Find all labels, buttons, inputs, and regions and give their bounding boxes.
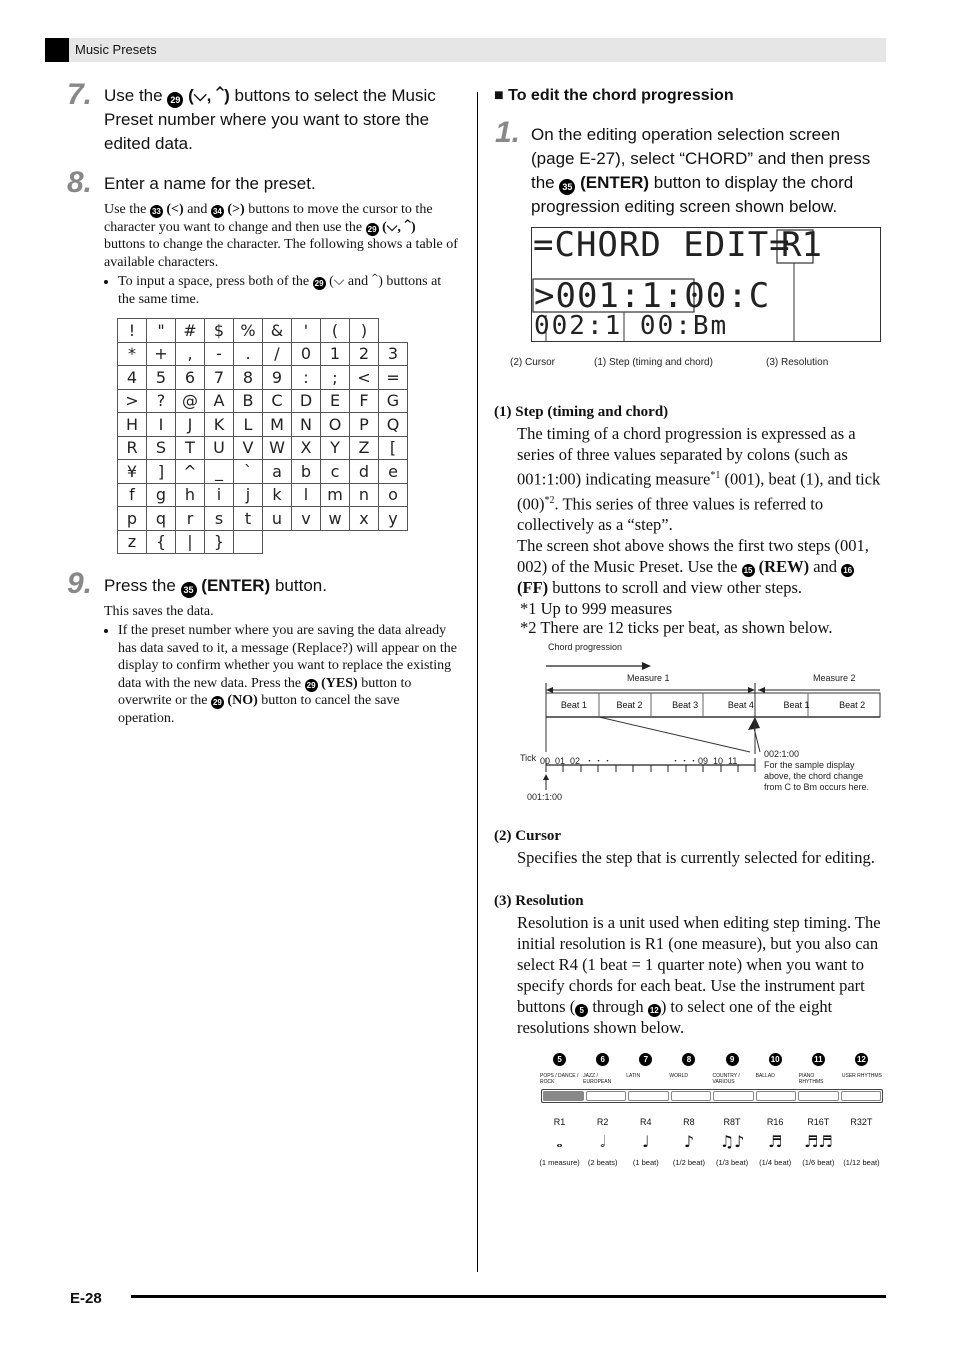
char-cell: N: [292, 413, 321, 437]
button-29-icon: 29: [305, 679, 318, 692]
resolution-desc: (1 beat): [632, 1158, 659, 1167]
step9-bullet-b2: button to overwrite or the: [118, 675, 412, 708]
step8-key-right: (>): [227, 202, 245, 217]
note-icon: 𝅗𝅥: [600, 1132, 606, 1151]
step7-rest: buttons to select the Music Preset number where you want to store the edited data.: [104, 86, 436, 153]
char-cell: [234, 530, 263, 554]
char-row: [118, 342, 408, 366]
char-cell: ): [350, 319, 379, 343]
char-cell: /: [263, 342, 292, 366]
resolution-desc: (1/6 beat): [802, 1158, 835, 1167]
s1-p1-a: The timing of a chord progression is expressed as a series of three values separated by colons (such as 001:1:00) indicating measure: [517, 424, 856, 489]
lcd-line2: >001:1:00:C: [534, 276, 771, 316]
category-label: POPS / DANCE / ROCK: [540, 1073, 579, 1085]
char-cell: [379, 530, 408, 554]
section-title: ■ To edit the chord progression: [494, 87, 734, 104]
char-cell: m: [321, 483, 350, 507]
char-cell: ': [292, 319, 321, 343]
char-cell: H: [118, 413, 147, 437]
char-cell: U: [205, 436, 234, 460]
s1-sup2: *2: [544, 494, 555, 506]
resolution-button-number: [797, 1048, 840, 1066]
category-label: COUNTRY / VARIOUS: [712, 1073, 740, 1085]
resolution-button-number: [754, 1048, 797, 1066]
char-cell: X: [292, 436, 321, 460]
step8-key-left: (<): [166, 202, 184, 217]
char-cell: 6: [176, 366, 205, 390]
note-icon: 𝅝: [556, 1132, 563, 1151]
char-cell: F: [350, 389, 379, 413]
resolution-desc: (1 measure): [539, 1158, 580, 1167]
category-label: BALLAD: [755, 1073, 775, 1079]
right-step1-a: On the editing operation selection screen (page E-27), select “CHORD” and then press the: [531, 125, 871, 192]
char-row: [118, 507, 408, 531]
char-cell: I: [147, 413, 176, 437]
char-cell: -: [205, 342, 234, 366]
char-cell: w: [321, 507, 350, 531]
char-cell: ;: [321, 366, 350, 390]
button-15-icon: 15: [742, 564, 755, 577]
s1-title: (1) Step (timing and chord): [494, 404, 669, 420]
char-cell: S: [147, 436, 176, 460]
char-cell: A: [205, 389, 234, 413]
char-cell: [379, 319, 408, 343]
resolution-names: [538, 1117, 883, 1127]
character-table: [117, 318, 408, 554]
resolution-name: R8: [683, 1117, 695, 1127]
char-cell: c: [321, 460, 350, 484]
char-cell: `: [234, 460, 263, 484]
char-cell: }: [205, 530, 234, 554]
note-icon: ♬♬: [803, 1132, 833, 1151]
lcd-resolution: R1: [781, 225, 822, 265]
step8-key-updown: (⌵, ⌃): [382, 219, 416, 235]
button-11-icon: 11: [812, 1053, 825, 1066]
char-cell: ^: [176, 460, 205, 484]
step8-text-and: and: [187, 202, 208, 217]
resolution-button-numbers: [538, 1048, 883, 1066]
s2-body: Specifies the step that is currently selected for editing.: [517, 848, 875, 867]
char-cell: ]: [147, 460, 176, 484]
right-step1-text: [531, 123, 886, 219]
char-row: [118, 389, 408, 413]
char-cell: 8: [234, 366, 263, 390]
s1-and: and: [813, 557, 838, 576]
char-cell: @: [176, 389, 205, 413]
note-icon: ♪: [683, 1132, 695, 1151]
step8-text-a: Use the: [104, 202, 147, 217]
step9-number: 9.: [67, 567, 93, 600]
char-cell: +: [147, 342, 176, 366]
right-step1-enter: (ENTER): [580, 173, 650, 192]
step9-no: (NO): [227, 693, 258, 708]
button-6-icon: 6: [596, 1053, 609, 1066]
char-cell: t: [234, 507, 263, 531]
char-cell: ?: [147, 389, 176, 413]
char-cell: 5: [147, 366, 176, 390]
resolution-name: R4: [640, 1117, 652, 1127]
char-cell: n: [350, 483, 379, 507]
tick-diagram: [515, 640, 885, 810]
s1-body: [517, 423, 885, 638]
step8-bullet-b: (⌵ and ⌃) buttons at the same time.: [118, 274, 442, 307]
resolution-desc: (2 beats): [587, 1158, 618, 1167]
step8-text-b: buttons to move the cursor to the character you want to change and then use the: [104, 202, 433, 235]
char-cell: $: [205, 319, 234, 343]
beat-label: Beat 3: [672, 700, 699, 710]
char-cell: G: [379, 389, 408, 413]
diag-chord-label: Chord progression: [548, 642, 623, 652]
char-cell: [350, 530, 379, 554]
char-cell: O: [321, 413, 350, 437]
s1-rew: (REW): [758, 557, 810, 576]
resolution-button-number: [581, 1048, 624, 1066]
s1-sup1: *1: [710, 470, 721, 481]
button-7-icon: 7: [639, 1053, 652, 1066]
char-cell: i: [205, 483, 234, 507]
char-cell: B: [234, 389, 263, 413]
instrument-part-button[interactable]: [756, 1091, 797, 1101]
char-cell: v: [292, 507, 321, 531]
step8-body: [104, 201, 458, 271]
right-step1-b: button to display the chord progression editing screen shown below.: [531, 173, 854, 216]
callout-resolution: (3) Resolution: [766, 357, 829, 368]
char-cell: [321, 530, 350, 554]
resolution-categories: [538, 1073, 883, 1085]
resolution-button-number: [667, 1048, 710, 1066]
step9-suffix: button.: [274, 576, 327, 595]
char-row: [118, 319, 408, 343]
step9-p1: This saves the data.: [104, 604, 214, 619]
instrument-part-button[interactable]: [543, 1091, 584, 1101]
lcd-display: [531, 227, 881, 342]
step7-keys: (⌵, ⌃): [188, 86, 230, 105]
callout-cursor: (2) Cursor: [510, 357, 556, 368]
category-label: JAZZ / EUROPEAN: [583, 1073, 612, 1085]
char-cell: T: [176, 436, 205, 460]
step9-enter: (ENTER): [201, 576, 271, 595]
callout-step: (1) Step (timing and chord): [594, 357, 713, 368]
char-cell: z: [118, 530, 147, 554]
column-divider: [477, 92, 478, 1272]
char-cell: j: [234, 483, 263, 507]
resolution-name: R8T: [723, 1117, 741, 1127]
step8-title: Enter a name for the preset.: [104, 174, 316, 193]
char-cell: D: [292, 389, 321, 413]
resolution-button-number: [538, 1048, 581, 1066]
char-cell: _: [205, 460, 234, 484]
instrument-part-button[interactable]: [713, 1091, 754, 1101]
beat-label: Beat 4: [727, 700, 754, 710]
note-icon: [840, 1132, 883, 1152]
diag-ticks-b: ・・・09 10 11: [671, 756, 738, 766]
char-cell: ": [147, 319, 176, 343]
char-cell: g: [147, 483, 176, 507]
instrument-part-button[interactable]: [586, 1091, 627, 1101]
char-cell: Y: [321, 436, 350, 460]
char-cell: |: [176, 530, 205, 554]
char-cell: 3: [379, 342, 408, 366]
char-row: [118, 366, 408, 390]
char-cell: [: [379, 436, 408, 460]
char-cell: (: [321, 319, 350, 343]
diag-measure2: Measure 2: [813, 673, 856, 683]
resolution-diagram: [538, 1048, 883, 1173]
button-35-icon: 35: [181, 582, 197, 598]
char-cell: C: [263, 389, 292, 413]
step9-title: [104, 574, 327, 598]
button-5-icon: 5: [575, 1004, 588, 1017]
s1-note2: *2 There are 12 ticks per beat, as shown below.: [520, 618, 833, 637]
note-icon: ♫♪: [719, 1132, 745, 1151]
s1-ff: (FF): [517, 578, 549, 597]
resolution-name: R2: [596, 1117, 609, 1127]
instrument-part-button[interactable]: [841, 1091, 882, 1101]
char-cell: =: [379, 366, 408, 390]
diag-tick-label: Tick: [520, 753, 537, 763]
char-cell: ¥: [118, 460, 147, 484]
diag-beats: [546, 700, 880, 710]
s3-body-a: Resolution is a unit used when editing step timing. The initial resolution is R1 (one measure), but you also can select R4 (1 beat = 1 quarter note) when you want to specify chords for each beat. Use the instrument part buttons (: [517, 913, 881, 1016]
s1-p1-b: (001), beat (1), and tick (00): [517, 469, 881, 513]
char-cell: W: [263, 436, 292, 460]
char-cell: 7: [205, 366, 234, 390]
button-33-icon: 33: [150, 205, 163, 218]
char-cell: [292, 530, 321, 554]
char-cell: a: [263, 460, 292, 484]
char-cell: <: [350, 366, 379, 390]
button-16-icon: 16: [841, 564, 854, 577]
button-34-icon: 34: [211, 205, 224, 218]
char-cell: u: [263, 507, 292, 531]
resolution-name: R32T: [850, 1117, 873, 1127]
step9-prefix: Press the: [104, 576, 176, 595]
char-row: [118, 436, 408, 460]
char-cell: L: [234, 413, 263, 437]
char-cell: {: [147, 530, 176, 554]
button-29-icon: 29: [167, 92, 183, 108]
char-cell: q: [147, 507, 176, 531]
instrument-part-buttons: [541, 1089, 883, 1103]
char-cell: K: [205, 413, 234, 437]
beat-label: Beat 2: [839, 700, 866, 710]
char-cell: &: [263, 319, 292, 343]
char-cell: E: [321, 389, 350, 413]
char-cell: #: [176, 319, 205, 343]
step8-bullet-a: To input a space, press both of the: [118, 274, 310, 289]
char-cell: :: [292, 366, 321, 390]
char-cell: x: [350, 507, 379, 531]
resolution-button-number: [840, 1048, 883, 1066]
resolution-button-number: [624, 1048, 667, 1066]
resolution-desc: (1/4 beat): [759, 1158, 792, 1167]
char-cell: p: [118, 507, 147, 531]
beat-label: Beat 1: [783, 700, 810, 710]
char-cell: r: [176, 507, 205, 531]
resolution-name: R16T: [807, 1117, 830, 1127]
char-cell: e: [379, 460, 408, 484]
diag-note: For the sample display above, the chord change from C to Bm occurs here.: [764, 760, 870, 792]
button-12-icon: 12: [855, 1053, 868, 1066]
s1-note1: *1 Up to 999 measures: [520, 599, 673, 618]
char-cell: .: [234, 342, 263, 366]
right-step1-number: 1.: [495, 116, 521, 149]
char-cell: P: [350, 413, 379, 437]
char-cell: R: [118, 436, 147, 460]
char-cell: J: [176, 413, 205, 437]
char-cell: s: [205, 507, 234, 531]
step9-bullet: [104, 622, 458, 727]
beat-label: Beat 2: [616, 700, 643, 710]
page-number: E-28: [70, 1290, 102, 1307]
resolution-desc: (1/3 beat): [716, 1158, 749, 1167]
resolution-desc: (1/12 beat): [843, 1158, 880, 1167]
char-cell: 1: [321, 342, 350, 366]
instrument-part-button[interactable]: [798, 1091, 839, 1101]
step9-bullet-a: If the preset number where you are saving the data already has data saved to it, a message (Replace?) will appear on the display to confirm whether you want to replace the existing data with the new data.: [118, 623, 457, 691]
s3-through: through: [592, 997, 644, 1016]
char-cell: ,: [176, 342, 205, 366]
step7-text: [104, 84, 459, 156]
char-cell: l: [292, 483, 321, 507]
footer-rule: [131, 1295, 886, 1298]
button-8-icon: 8: [682, 1053, 695, 1066]
char-cell: %: [234, 319, 263, 343]
step8-number: 8.: [67, 166, 93, 199]
step7-number: 7.: [67, 78, 93, 111]
char-cell: Z: [350, 436, 379, 460]
diag-measure1: Measure 1: [627, 673, 670, 683]
s1-p2-a: The screen shot above shows the first two steps (001, 002) of the Music Preset. Use the: [517, 536, 869, 576]
button-10-icon: 10: [769, 1053, 782, 1066]
category-label: LATIN: [626, 1073, 641, 1079]
header-bar: [45, 38, 886, 62]
char-cell: >: [118, 389, 147, 413]
char-row: [118, 530, 408, 554]
char-cell: k: [263, 483, 292, 507]
char-cell: 9: [263, 366, 292, 390]
note-icon: ♩: [642, 1132, 650, 1151]
resolution-button-number: [711, 1048, 754, 1066]
char-cell: V: [234, 436, 263, 460]
char-row: [118, 460, 408, 484]
resolution-descriptions: [538, 1158, 883, 1167]
char-row: [118, 483, 408, 507]
category-label: USER RHYTHMS: [841, 1073, 882, 1079]
s1-p2-b: buttons to scroll and view other steps.: [552, 578, 803, 597]
resolution-name: R16: [766, 1117, 784, 1127]
char-cell: h: [176, 483, 205, 507]
step8-text-c: buttons to change the character. The following shows a table of available characters.: [104, 237, 458, 270]
button-29-icon: 29: [366, 223, 379, 236]
char-cell: b: [292, 460, 321, 484]
step8-bullet: [104, 273, 458, 308]
step9-bullet-b3: button to cancel the save operation.: [118, 693, 400, 726]
char-cell: !: [118, 319, 147, 343]
diag-t2: 002:1:00: [764, 749, 800, 759]
lcd-line3: 002:1 00:Bm: [534, 311, 729, 341]
char-cell: 0: [292, 342, 321, 366]
char-cell: [263, 530, 292, 554]
button-9-icon: 9: [726, 1053, 739, 1066]
diag-ticks-a: 00 01 02 ・・・: [540, 756, 613, 766]
instrument-part-button[interactable]: [628, 1091, 669, 1101]
beat-label: Beat 1: [560, 700, 587, 710]
resolution-notes: [538, 1132, 883, 1152]
resolution-name: R1: [553, 1117, 566, 1127]
header-title: Music Presets: [75, 42, 157, 57]
button-12-icon: 12: [648, 1004, 661, 1017]
char-row: [118, 413, 408, 437]
char-cell: d: [350, 460, 379, 484]
diag-t1: 001:1:00: [527, 792, 563, 802]
lcd-line1: =CHORD EDIT=: [533, 225, 791, 265]
step9-yes: (YES): [321, 675, 358, 691]
button-29-icon: 29: [313, 277, 326, 290]
s3-body: [517, 912, 885, 1038]
note-icon: ♬: [768, 1132, 783, 1151]
category-label: WORLD: [669, 1073, 688, 1079]
s3-body-b: ) to select one of the eight resolutions shown below.: [517, 997, 833, 1037]
char-cell: *: [118, 342, 147, 366]
char-cell: 2: [350, 342, 379, 366]
char-cell: y: [379, 507, 408, 531]
char-cell: o: [379, 483, 408, 507]
char-cell: M: [263, 413, 292, 437]
header-marker: [45, 38, 69, 62]
char-cell: f: [118, 483, 147, 507]
s1-p1-c: . This series of three values is referred to collectively as a “step”.: [517, 494, 824, 534]
instrument-part-button[interactable]: [671, 1091, 712, 1101]
char-cell: 4: [118, 366, 147, 390]
resolution-desc: (1/2 beat): [672, 1158, 705, 1167]
s3-title: (3) Resolution: [494, 893, 584, 909]
category-label: PIANO RHYTHMS: [798, 1073, 824, 1085]
button-29-icon: 29: [211, 696, 224, 709]
step9-bullet-b1: Press the: [250, 675, 302, 691]
step7-prefix: Use the: [104, 86, 163, 105]
button-5-icon: 5: [553, 1053, 566, 1066]
s2-title: (2) Cursor: [494, 828, 562, 844]
char-cell: Q: [379, 413, 408, 437]
button-35-icon: 35: [559, 179, 575, 195]
